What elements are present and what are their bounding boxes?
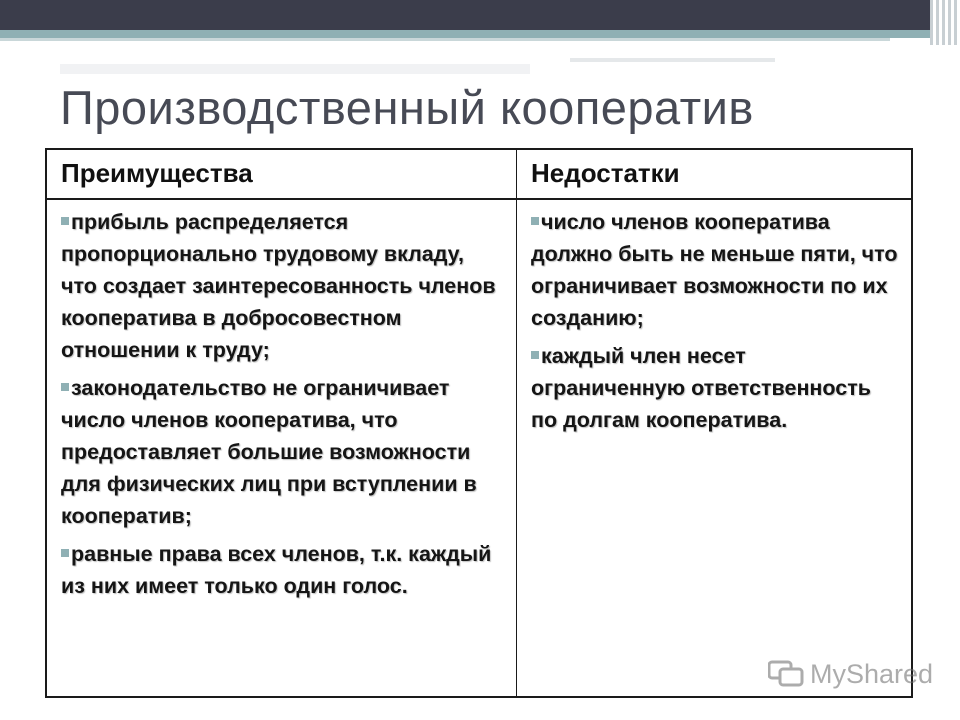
myshared-logo-icon <box>768 659 804 689</box>
table-header-row <box>47 150 911 200</box>
list-item: законодательство не ограничивает число членов кооператива, что предоставляет большие возможности для физических лиц при вступлении в кооператив; <box>61 376 477 528</box>
decor-line <box>570 58 775 62</box>
header-disadvantages: Недостатки <box>531 158 680 188</box>
advantages-cell <box>47 200 517 696</box>
square-bullet-icon <box>61 217 69 225</box>
header-advantages: Преимущества <box>47 150 517 198</box>
accent-stripe-light <box>0 38 890 41</box>
list-item: прибыль распределяется пропорционально трудовому вкладу, что создает заинтересованность членов кооператива в добросовестном отношении к труду; <box>61 210 496 362</box>
square-bullet-icon <box>531 217 539 225</box>
square-bullet-icon <box>61 383 69 391</box>
list-item: число членов кооператива должно быть не меньше пяти, что ограничивает возможности по их созданию; <box>531 210 898 330</box>
accent-stripe <box>0 30 930 38</box>
table-body-row <box>47 200 911 696</box>
list-item: каждый член несет ограниченную ответственность по долгам кооператива. <box>531 344 871 432</box>
corner-decor <box>930 0 960 45</box>
comparison-table <box>45 148 913 698</box>
top-decor-bar <box>0 0 960 30</box>
disadvantages-cell <box>517 200 911 696</box>
slide-title: Производственный кооператив <box>60 81 754 134</box>
title-shadow-decor <box>60 64 530 74</box>
square-bullet-icon <box>531 351 539 359</box>
square-bullet-icon <box>61 549 69 557</box>
list-item: равные права всех членов, т.к. каждый из них имеет только один голос. <box>61 542 492 598</box>
watermark-text: MyShared <box>810 658 934 689</box>
watermark <box>768 656 933 692</box>
